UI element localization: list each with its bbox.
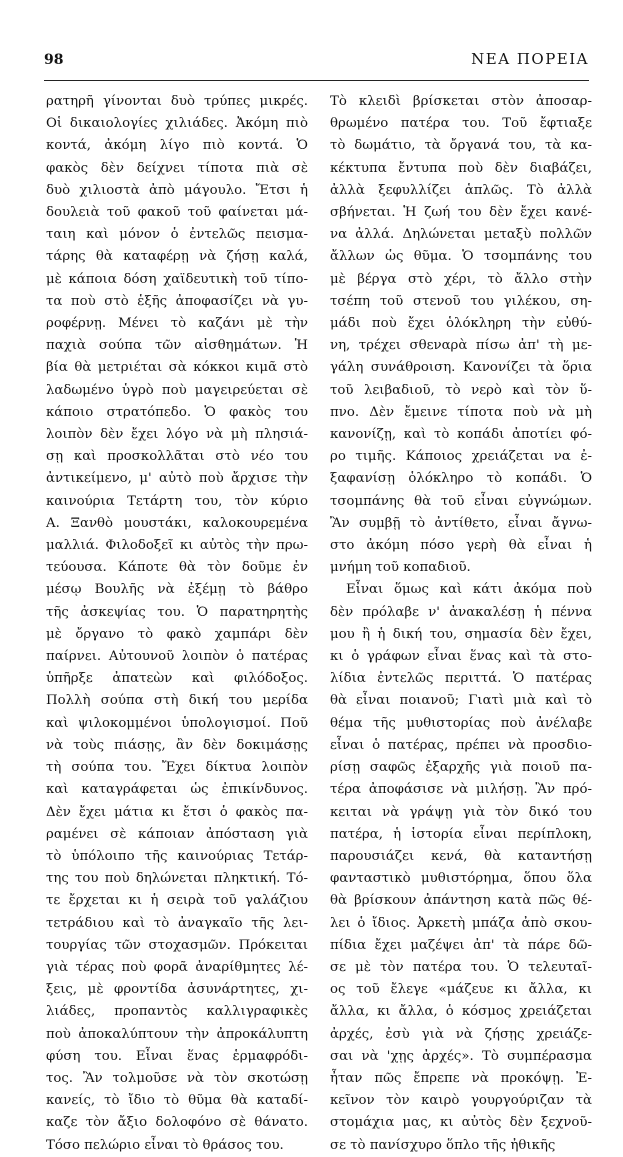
text-line: τοῦ λειβαδιοῦ, τὸ νερὸ καὶ τὸν ὕ- [330,382,592,398]
text-line: Ἂν συμβῇ τὸ ἀντίθετο, εἶναι ἄγνω- [330,515,592,531]
text-line: μέσῳ Βουλῆς νὰ ἐξέμῃ τὸ βάθρο [46,582,308,598]
text-line: ρο τιμῆς. Κάποιος χρειάζεται να ἐ- [330,449,592,465]
text-line: τε ἔρχεται κι ἡ σειρὰ τοῦ γαλάζιου [46,893,308,909]
text-line: τὴ σούπα του. Ἔχει δίκτυα λοιπὸν [46,760,308,776]
text-line: Τόσο πελώριο εἶναι τὸ θράσος του. [46,1137,284,1153]
text-line: να ἀλλά. Δηλώνεται μεταξὺ πολλῶν [330,227,592,243]
text-line: πίδια ἔχει μαζέψει ἀπ' τὰ πάρε δῶ- [330,937,592,953]
text-line: λιάδες, προπαντὸς καλλιγραφικὲς [46,1004,308,1020]
text-line: τέρα ἀποφάσισε νὰ μιλήσῃ. Ἂν πρό- [330,782,592,798]
text-line: ρατηρῆ γίνονται δυὸ τρύπες μικρές. [46,94,308,109]
text-line: θὰ βρίσκουν ἀπάντηση κατὰ πῶς θέ- [330,893,592,909]
text-line: ἀλλὰ ξεφυλλίζει ἁπλῶς. Τὸ ἀλλὰ [330,182,592,198]
text-line: εἶναι ὁ πατέρας, πρέπει νὰ προσδιο- [330,737,592,753]
text-line: κι ὁ γράφων εἶναι ἕνας καὶ τὰ στο- [330,649,592,665]
text-line: ἦταν πῶς ἔπρεπε νὰ προκόψῃ. Ἐ- [330,1070,592,1086]
text-line: γάλη συνάθροιση. Κανονίζει τὰ ὅρια [330,360,592,376]
text-line: μνήμη τοῦ κοπαδιοῦ. [330,560,471,576]
text-line: σαι νὰ 'χῃς ἀρχές». Τὸ συμπέρασμα [330,1048,592,1064]
text-line: ος τοῦ ἔλεγε «μάζευε κι ἄλλα, κι [330,982,592,998]
text-line: σε τὸ πανίσχυρο ὅπλο τῆς ἠθικῆς [330,1137,556,1153]
text-line: κάποιο στρατόπεδο. Ὁ φακὸς του [46,404,308,420]
text-line: ροφέρνῃ. Μένει τὸ καζάνι μὲ τὴν [46,316,308,332]
text-line: στομάχια μας, κι αὐτὸς δὲν ξεχνοῦ- [330,1115,592,1131]
text-line: Οἱ δικαιολογίες χιλιάδες. Ἀκόμη πιὸ [46,116,308,132]
text-line: ρίσῃ σαφῶς ἐξαρχῆς γιὰ ποιοῦ πα- [330,760,592,776]
text-line: πνο. Δὲν ἔμεινε τίποτα ποὺ νὰ μὴ [330,404,592,420]
text-line: θέμα τῆς μυθιστορίας ποὺ ἀνέλαβε [330,715,592,731]
text-line: δὲν πρόλαβε ν' ἀνακαλέσῃ ἡ πέννα [330,604,592,620]
text-line: κοντά, ἀκόμη λίγο πιὸ κοντά. Ὁ [46,138,308,154]
text-line: ἀντικείμενο, μ' αὐτὸ ποὺ ἄρχισε τὴν [46,471,308,487]
text-line: λίδια ἐντελῶς περιττά. Ὁ πατέρας [330,671,592,687]
text-line: δουλειὰ τοῦ φακοῦ τοῦ φαίνεται μά- [46,205,308,221]
header-rule [44,80,589,81]
text-line: ραμένει σὲ κάποιαν ἀπόσταση γιὰ [46,826,308,842]
text-line: παχιὰ σούπα τῶν αἰσθημάτων. Ἡ [46,338,308,354]
text-line: Α. Ξανθὸ μουστάκι, καλοκουρεμένα [46,515,308,531]
text-line: βία θὰ μετριέται σὰ κόκκοι κιμᾶ στὸ [46,360,308,376]
text-line: ποὺ ἀποκαλύπτουν τὴν ἀπροκάλυπτη [46,1026,308,1042]
text-line: τουργίας τῶν στοχασμῶν. Πρόκειται [46,937,308,953]
text-line: καὶ καταγράφεται ὡς ἐπικίνδυνος. [46,782,308,798]
text-line: μαλλιά. Φιλοδοξεῖ κι αὐτὸς τὴν πρω- [46,538,308,554]
text-line: καὶ ψιλοκομμένοι ὑπολογισμοί. Ποῦ [46,715,308,731]
text-line: μου ἢ ἡ δική του, σημασία δὲν ἔχει, [330,626,592,642]
text-line: Εἶναι ὅμως καὶ κάτι ἀκόμα ποὺ [346,582,592,598]
text-line: καζε τὸν ἄξιο δολοφόνο σὲ θάνατο. [46,1115,308,1131]
text-line: Τὸ κλειδὶ βρίσκεται στὸν ἀποσαρ- [330,94,592,109]
text-line: μὲ βέργα στὸ χέρι, τὸ ἄλλο στὴν [330,271,592,287]
text-line: μὲ κάποια δόση χαϊδευτικὴ τοῦ τίπο- [46,271,308,287]
text-line: φακὸς δὲν δείχνει τίποτα πιὰ σὲ [46,160,308,176]
page-header [44,50,589,72]
text-line: τεύουσα. Κάποτε θὰ τὸν δοῦμε ἐν [46,560,308,576]
text-line: νὰ τοὺς πιάσῃς, ἂν δὲν δοκιμάσῃς [46,737,308,753]
text-line: τὸ δωμάτιο, τὰ ὄργανά του, τὰ κα- [330,138,592,154]
text-line: μάδι ποὺ ἔχει ὁλόκληρη τὴν εὐθύ- [330,316,592,332]
text-line: τετράδιου καὶ τὸ ἀναγκαῖο τῆς λει- [46,915,308,931]
left-column [46,91,308,1157]
text-line: γιὰ τέρας ποὺ φορᾶ ἀναρίθμητες λέ- [46,959,308,975]
text-line: τα ποὺ στὸ ἑξῆς ἀποφασίζει νὰ γυ- [46,293,308,309]
text-line: παίρνει. Αὐτουνοῦ λοιπὸν ὁ πατέρας [46,649,308,665]
text-line: σῃ καὶ προσκολλᾶται στὸ νέο του [46,449,308,465]
text-line: δυὸ χιλιοστὰ ἀπὸ μάγουλο. Ἔτσι ἡ [46,182,308,198]
text-line: ἄλλων ὡς θῦμα. Ὁ τσομπάνης του [330,249,592,265]
text-line: τὸ ὑπόλοιπο τῆς καινούριας Τετάρ- [46,848,308,864]
text-line: πατέρα, ἡ ἱστορία εἶναι περίπλοκη, [330,826,592,842]
text-line: Πολλὴ σούπα στὴ δική του μερίδα [46,693,308,709]
text-line: φύση του. Εἶναι ἕνας ἑρμαφρόδι- [46,1048,308,1064]
text-line: ἀρχές, ἐσὺ γιὰ νὰ ζήσῃς χρειάζε- [330,1026,592,1042]
text-line: κανονίζῃ, καὶ τὸ κοπάδι ἀποτίει φό- [330,427,592,443]
text-line: ξαφανίσῃ ὁλόκληρο τὸ κοπάδι. Ὁ [330,471,592,487]
text-line: μὲ ὄργανο τὸ φακὸ χαμπάρι δὲν [46,626,308,642]
text-line: παρουσιάζει κενά, θὰ καταντήσῃ [330,848,592,864]
text-line: κανείς, τὸ ἴδιο τὸ θῦμα θὰ καταδί- [46,1093,308,1109]
text-line: ἄλλα, κι ἄλλα, ὁ κόσμος χρειάζεται [330,1004,592,1020]
text-line: τσομπάνης θὰ τοῦ εἶναι εὐγνώμων. [330,493,592,509]
text-line: λαδωμένο ὑγρὸ ποὺ μαγειρεύεται σὲ [46,382,308,398]
text-line: ὑπῆρξε ἀπατεὼν καὶ φιλόδοξος. [46,671,308,687]
text-line: σε μὲ τὸν πατέρα του. Ὁ τελευταῖ- [330,959,592,975]
text-line: φανταστικὸ μυθιστόρημα, ὅπου ὅλα [330,871,592,887]
text-line: καινούρια Τετάρτη του, τὸν κύριο [46,493,308,509]
text-line: θὰ εἶναι ποιανοῦ; Γιατὶ μιὰ καὶ τὸ [330,693,592,709]
text-line: στο ἀκόμη πόσο γερὴ θὰ εἶναι ἡ [330,538,592,554]
running-title: ΝΕΑ ΠΟΡΕΙΑ [471,50,589,68]
page-number: 98 [44,52,64,68]
text-line: κεῖνον τὸν καιρὸ γουργούριζαν τὰ [330,1093,592,1109]
text-line: νη, τρέχει σθεναρὰ πίσω ἀπ' τὴ με- [330,338,592,354]
text-line: ξεις, μὲ φροντίδα ἀσυνάρτητες, χι- [46,982,308,998]
right-column [330,91,592,1157]
text-line: κειται νὰ γράψῃ γιὰ τὸν δικό του [330,804,592,820]
text-line: ταιη καὶ μόνον ὁ ἐντελῶς πεισμα- [46,227,308,243]
text-line: σβήνεται. Ἡ ζωή του δὲν ἔχει κανέ- [330,205,592,221]
text-line: τσέπη τοῦ στενοῦ του γιλέκου, ση- [330,293,592,309]
text-line: Δὲν ἔχει μάτια κι ἔτσι ὁ φακὸς πα- [46,804,308,820]
text-line: τῆς ἀσκεψίας του. Ὁ παρατηρητὴς [46,604,308,620]
text-line: λοιπὸν δὲν ἔχει λόγο νὰ μὴ πλησιά- [46,427,308,443]
text-line: τάρης θὰ καταφέρῃ νὰ ζήσῃ καλά, [46,249,308,265]
text-line: λει ὁ ἴδιος. Ἀρκετὴ μπάζα ἀπὸ σκου- [330,915,592,931]
text-line: της του ποὺ δηλώνεται πληκτική. Τό- [46,871,308,887]
text-line: θρωμένο πατέρα του. Τοῦ ἔφτιαξε [330,116,592,132]
text-line: τος. Ἂν τολμοῦσε νὰ τὸν σκοτώσῃ [46,1070,308,1086]
text-line: κέκτυπα ἔντυπα ποὺ δὲν διαβάζει, [330,160,592,176]
